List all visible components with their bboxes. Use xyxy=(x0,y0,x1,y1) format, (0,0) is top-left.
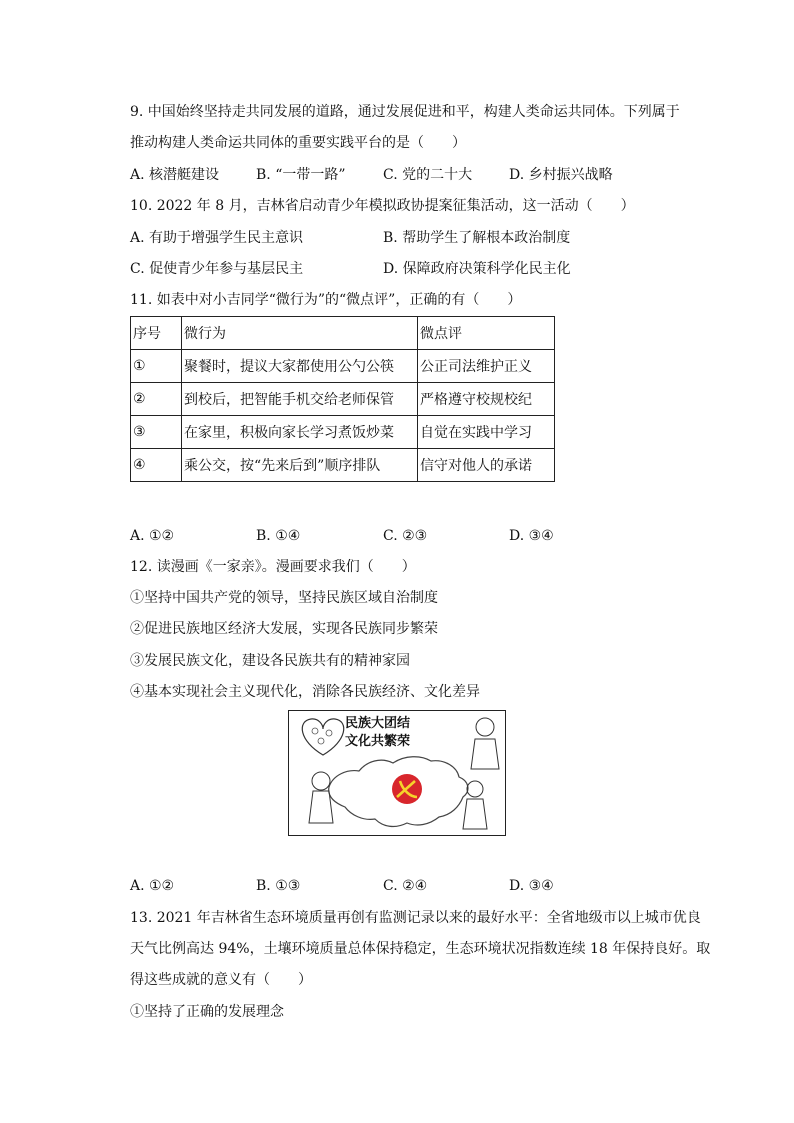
table-cell: 乘公交，按“先来后到”顺序排队 xyxy=(182,449,418,482)
q13-stem-line1: 13. 2021 年吉林省生态环境质量再创有监测记录以来的最好水平：全省地级市以上城市优良 xyxy=(130,910,701,926)
table-cell: ① xyxy=(131,350,182,383)
q12-item-2: ②促进民族地区经济大发展，实现各民族同步繁荣 xyxy=(130,621,438,637)
table-cell: 公正司法维护正义 xyxy=(418,350,555,383)
table-cell: ② xyxy=(131,383,182,416)
q12-item-4: ④基本实现社会主义现代化，消除各民族经济、文化差异 xyxy=(130,684,480,700)
q9-option-a: A. 核潜艇建设 xyxy=(130,167,220,183)
table-cell: 聚餐时，提议大家都使用公勺公筷 xyxy=(182,350,418,383)
table-header-cell: 微行为 xyxy=(182,317,418,350)
table-cell: 在家里，积极向家长学习煮饭炒菜 xyxy=(182,416,418,449)
q12-option-a: A. ①② xyxy=(130,878,175,894)
q12-stem: 12. 读漫画《一家亲》。漫画要求我们（ ） xyxy=(130,559,416,575)
q12-option-b: B. ①③ xyxy=(256,878,301,894)
q10-option-b: B. 帮助学生了解根本政治制度 xyxy=(383,230,571,246)
table-header-row xyxy=(131,317,555,350)
table-cell: 到校后，把智能手机交给老师保管 xyxy=(182,383,418,416)
table-cell: 严格遵守校规校纪 xyxy=(418,383,555,416)
table-cell: ③ xyxy=(131,416,182,449)
table-row xyxy=(131,416,555,449)
q9-stem-line2: 推动构建人类命运共同体的重要实践平台的是（ ） xyxy=(130,135,466,151)
table-header-cell: 序号 xyxy=(131,317,182,350)
table-cell: 信守对他人的承诺 xyxy=(418,449,555,482)
table-cell: ④ xyxy=(131,449,182,482)
q10-option-a: A. 有助于增强学生民主意识 xyxy=(130,230,304,246)
table-row xyxy=(131,383,555,416)
q12-option-c: C. ②④ xyxy=(383,878,428,894)
table-header-cell: 微点评 xyxy=(418,317,555,350)
q9-option-b: B. “一带一路” xyxy=(256,167,346,183)
q11-stem: 11. 如表中对小吉同学“微行为”的“微点评”，正确的有（ ） xyxy=(130,292,522,308)
q13-stem-line2: 天气比例高达 94%，土壤环境质量总体保持稳定，生态环境状况指数连续 18 年保持良好。取 xyxy=(130,941,711,957)
q9-option-d: D. 乡村振兴战略 xyxy=(509,167,613,183)
cartoon-title-line1: 民族大团结 xyxy=(345,716,411,731)
table-row xyxy=(131,449,555,482)
q11-option-c: C. ②③ xyxy=(383,528,428,544)
q10-option-c: C. 促使青少年参与基层民主 xyxy=(130,261,304,277)
table-cell: 自觉在实践中学习 xyxy=(418,416,555,449)
q11-option-b: B. ①④ xyxy=(256,528,301,544)
q12-option-d: D. ③④ xyxy=(509,878,554,894)
q12-item-1: ①坚持中国共产党的领导，坚持民族区域自治制度 xyxy=(130,590,438,606)
q11-table xyxy=(130,316,555,482)
q11-option-d: D. ③④ xyxy=(509,528,554,544)
q9-option-c: C. 党的二十大 xyxy=(383,167,473,183)
q13-stem-line3: 得这些成就的意义有（ ） xyxy=(130,972,312,988)
table-row xyxy=(131,350,555,383)
q9-stem-line1: 9. 中国始终坚持走共同发展的道路，通过发展促进和平，构建人类命运共同体。下列属于 xyxy=(130,104,680,120)
q10-option-d: D. 保障政府决策科学化民主化 xyxy=(383,261,571,277)
cartoon-illustration xyxy=(288,710,506,836)
q10-stem: 10. 2022 年 8 月，吉林省启动青少年模拟政协提案征集活动，这一活动（ ） xyxy=(130,198,635,214)
q13-item-1: ①坚持了正确的发展理念 xyxy=(130,1004,284,1020)
q12-item-3: ③发展民族文化，建设各民族共有的精神家园 xyxy=(130,653,410,669)
cartoon-title-line2: 文化共繁荣 xyxy=(345,734,411,749)
q11-option-a: A. ①② xyxy=(130,528,175,544)
